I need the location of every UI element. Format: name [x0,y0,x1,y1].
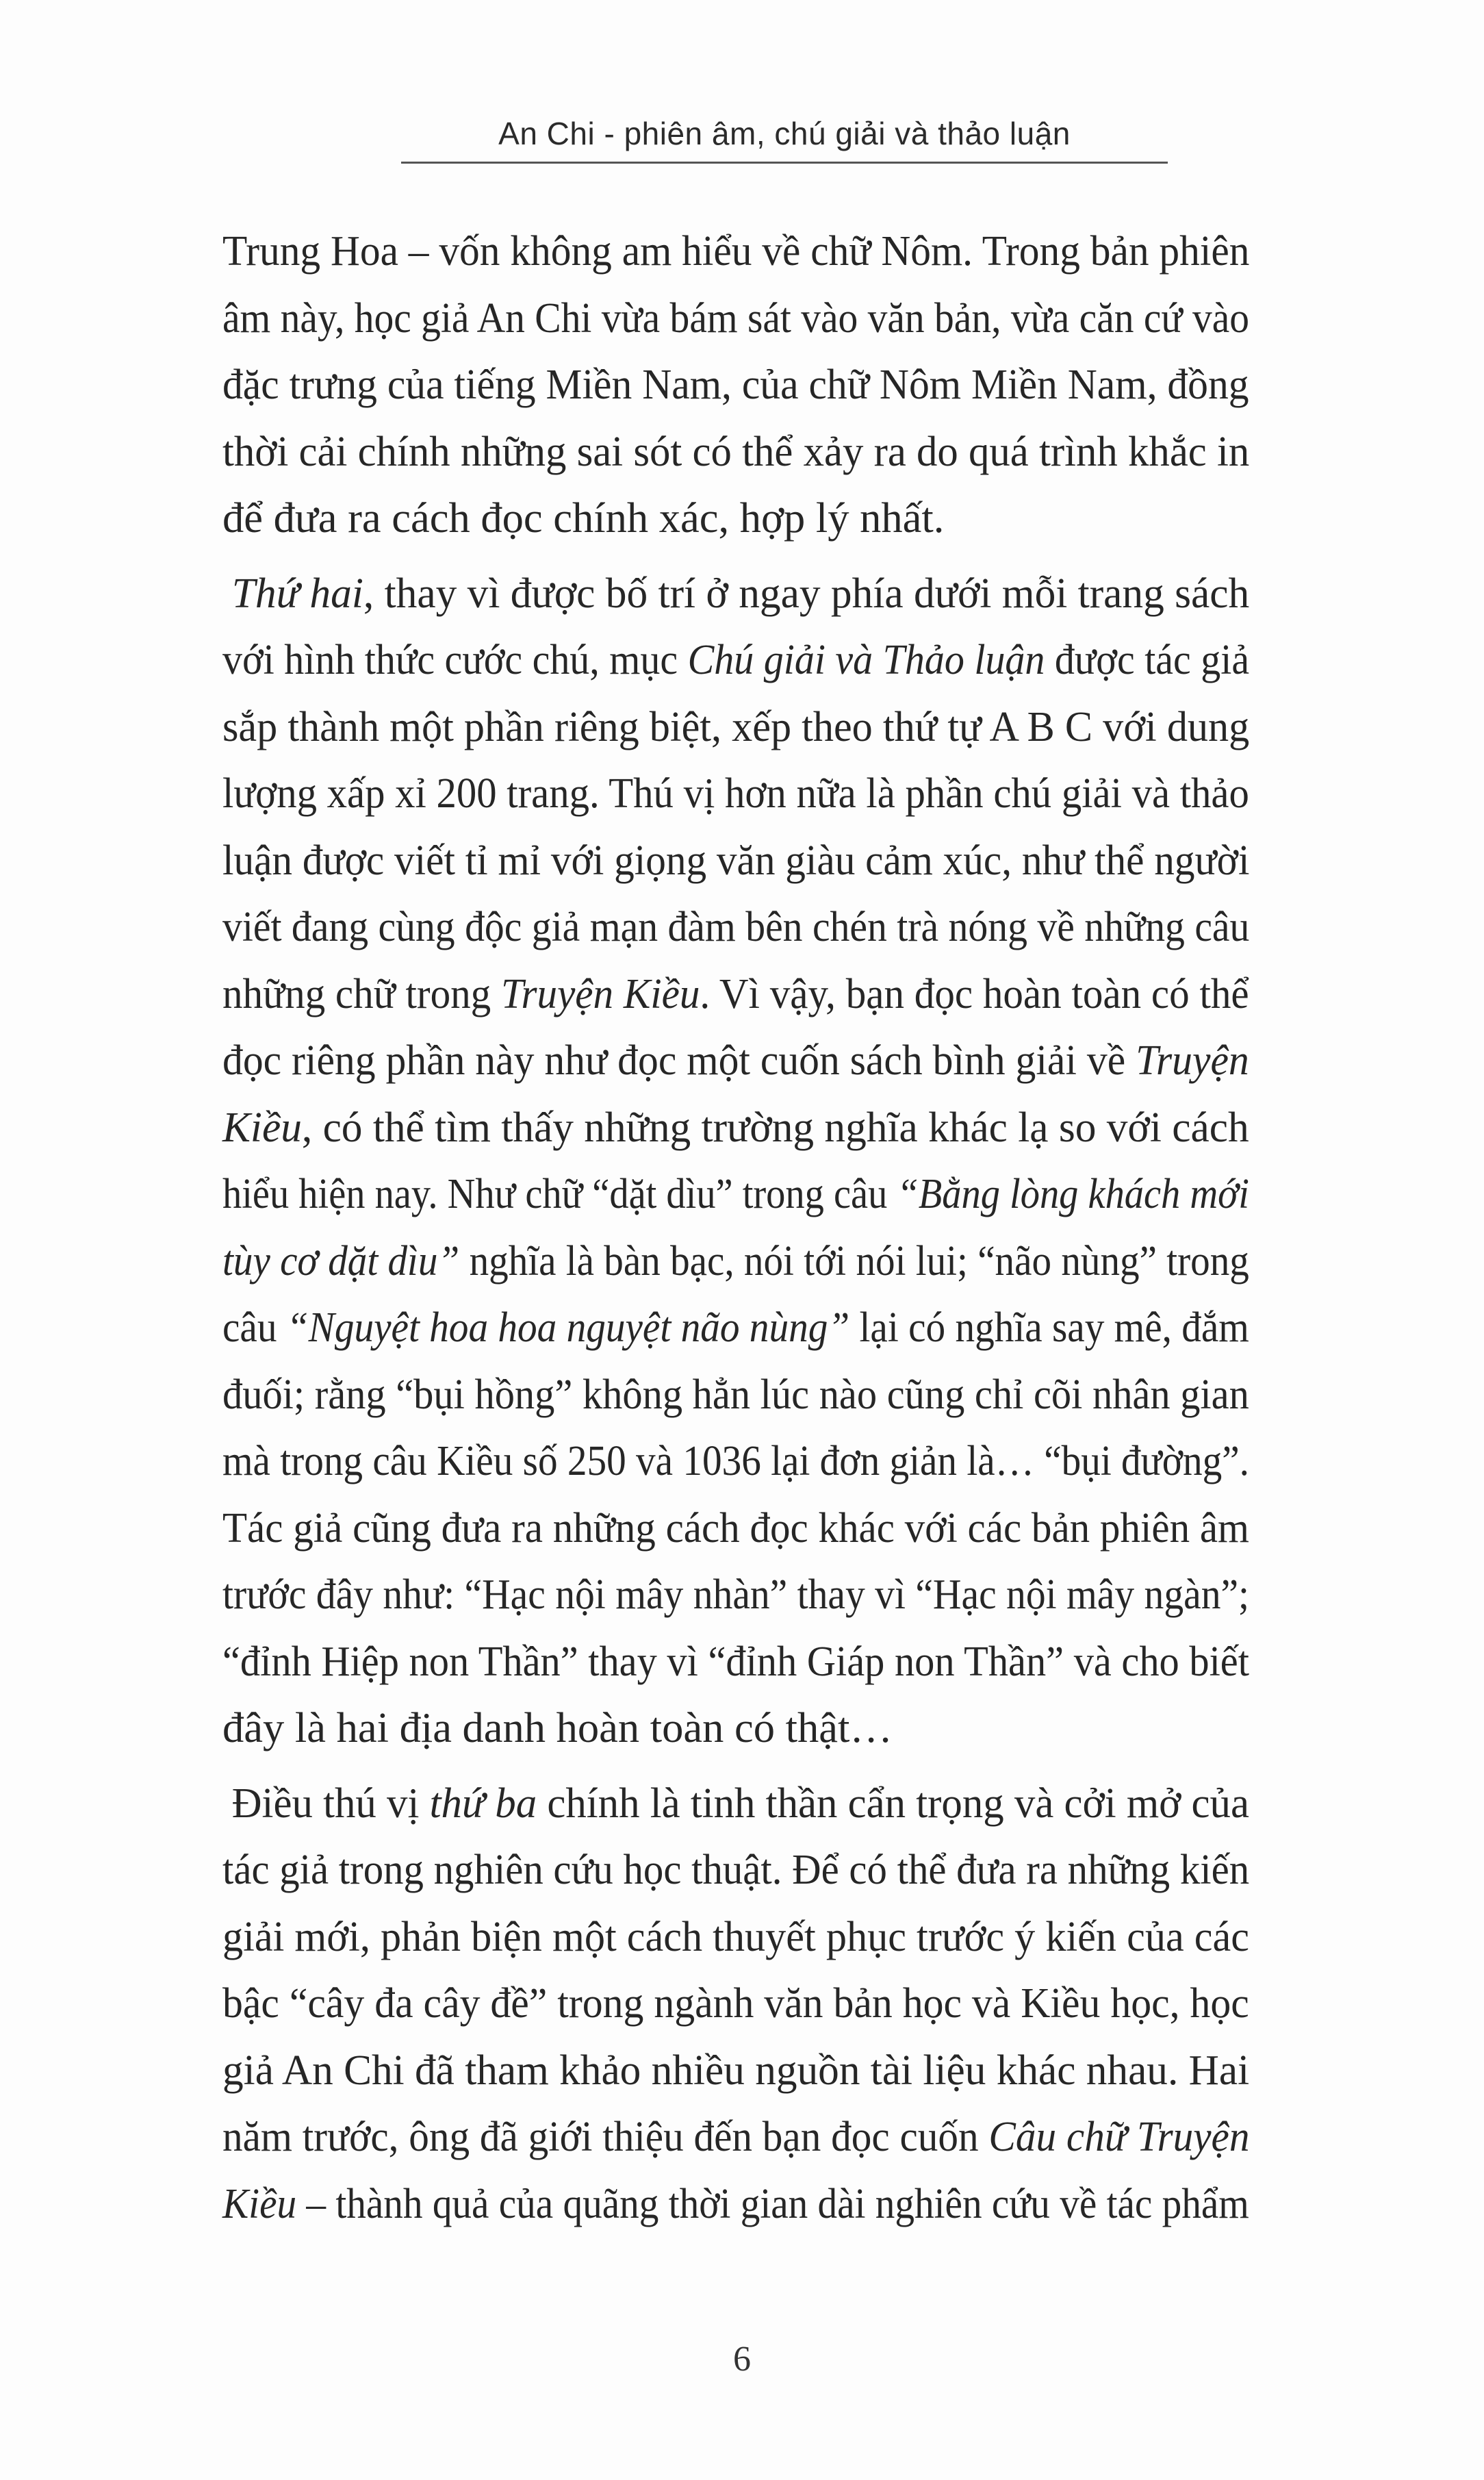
text-run: âm này, học giả An Chi vừa bám sát vào văn bản, vừa căn cứ vào [222,293,1249,342]
text-run: . Vì vậy, bạn đọc hoàn toàn có thể [700,969,1249,1017]
text-line [222,1903,1417,1971]
italic-text: Câu chữ Truyện [988,2112,1250,2160]
text-line [222,694,1416,761]
italic-text: tùy cơ dặt dìu” [222,1236,460,1285]
italic-text: Thứ hai [231,568,363,617]
text-line [222,485,1461,552]
text-run: Điều thú vị [231,1778,430,1827]
text-run: với hình thức cước chú, mục [222,635,688,683]
text-line [222,351,1404,418]
text-run: chính là tinh thần cẩn trọng và cởi mở của [537,1778,1249,1827]
text-line [222,1228,1355,1295]
text-line [222,560,1440,627]
text-run: đọc riêng phần này như đọc một cuốn sách bình giải về [222,1036,1136,1084]
italic-text: thứ ba [429,1778,537,1827]
text-line [222,1770,1429,1837]
text-run: tác giả trong nghiên cứu học thuật. Để có thể đưa ra những kiến [222,1845,1250,1893]
text-line [222,1294,1358,1361]
text-line [222,760,1387,827]
italic-text: Kiều [222,1102,302,1151]
italic-text: “Bằng lòng khách mới [897,1169,1249,1217]
text-line [222,1628,1381,1695]
text-line [222,1161,1342,1228]
paragraph-gap [222,1762,1461,1770]
text-run: được tác giả [1045,635,1250,683]
text-run: thời cải chính những sai sót có thể xảy ra do quá trình khắc in [222,427,1250,475]
text-run: – thành quả của quãng thời gian dài nghiên cứu về tác phẩm [296,2179,1249,2227]
text-run: câu [222,1303,287,1351]
text-run: để đưa ra cách đọc chính xác, hợp lý nhất. [222,494,945,542]
text-run: mà trong câu Kiều số 250 và 1036 lại đơn giản là… “bụi đường”. [222,1437,1249,1484]
text-line [222,218,1400,285]
text-line [222,2037,1438,2104]
text-run: , thay vì được bố trí ở ngay phía dưới mỗi trang sách [363,568,1250,617]
text-run: năm trước, ông đã giới thiệu đến bạn đọc cuốn [222,2112,989,2160]
page-number: 6 [733,2340,751,2379]
paragraph [222,560,1461,1762]
text-run: sắp thành một phần riêng biệt, xếp theo thứ tự A B C với dung [222,702,1250,750]
text-line [222,1094,1439,1161]
text-run: những chữ trong [222,969,501,1017]
text-line [222,1495,1393,1562]
text-run: luận được viết tỉ mỉ với giọng văn giàu cảm xúc, như thể người [222,835,1250,884]
text-line [222,1836,1388,1903]
paragraph-gap [222,552,1461,560]
text-run: hiểu hiện nay. Như chữ “dặt dìu” trong câu [222,1169,897,1217]
text-line [222,1027,1405,1094]
text-line [222,827,1397,894]
text-line [222,1695,1461,1762]
text-line [222,2103,1396,2171]
text-run: lại có nghĩa say mê, đắm [849,1303,1249,1351]
text-line [222,2171,1357,2238]
italic-text: Truyện Kiều [500,969,700,1017]
text-run: đây là hai địa danh hoàn toàn có thật… [222,1704,893,1751]
text-run: , có thể tìm thấy những trường nghĩa khác lạ so với cách [301,1102,1249,1151]
text-line [222,1361,1381,1428]
italic-text: Chú giải và Thảo luận [687,635,1045,683]
running-header: An Chi - phiên âm, chú giải và thảo luận [498,116,1071,151]
text-line [222,1428,1357,1495]
text-run: viết đang cùng độc giả mạn đàm bên chén trà nóng về những câu [222,902,1250,950]
text-run: Tác giả cũng đưa ra những cách đọc khác với các bản phiên âm [222,1503,1249,1552]
text-run: nghĩa là bàn bạc, nói tới nói lui; “não nùng” trong [459,1236,1249,1285]
text-run: bậc “cây đa cây đề” trong ngành văn bản học và Kiều học, học [222,1979,1249,2027]
italic-text: Truyện [1136,1036,1249,1084]
text-run: giả An Chi đã tham khảo nhiều nguồn tài liệu khác nhau. Hai [222,2045,1250,2094]
body-text [222,218,1461,2237]
text-line [222,1970,1407,2037]
text-line [222,285,1363,352]
text-run: lượng xấp xỉ 200 trang. Thú vị hơn nữa là phần chú giải và thảo [222,769,1249,817]
text-run: “đỉnh Hiệp non Thần” thay vì “đỉnh Giáp non Thần” và cho biết [222,1636,1249,1685]
text-run: trước đây như: “Hạc nội mây nhàn” thay vì “Hạc nội mây ngàn”; [222,1570,1250,1618]
text-line [222,894,1366,961]
header-rule [401,162,1168,164]
text-run: đuối; rằng “bụi hồng” không hẳn lúc nào cũng chỉ cõi nhân gian [222,1369,1249,1418]
text-line [222,1561,1364,1628]
text-line [222,418,1428,485]
text-line [222,961,1394,1028]
italic-text: Kiều [222,2179,297,2227]
italic-text: “Nguyệt hoa hoa nguyệt não nùng” [286,1303,850,1351]
text-run: Trung Hoa – vốn không am hiểu về chữ Nôm. Trong bản phiên [222,227,1250,275]
paragraph [222,1770,1461,2238]
text-run: giải mới, phản biện một cách thuyết phục trước ý kiến của các [222,1912,1250,1960]
text-line [222,627,1372,694]
paragraph [222,218,1461,552]
text-run: đặc trưng của tiếng Miền Nam, của chữ Nôm Miền Nam, đồng [222,360,1249,408]
